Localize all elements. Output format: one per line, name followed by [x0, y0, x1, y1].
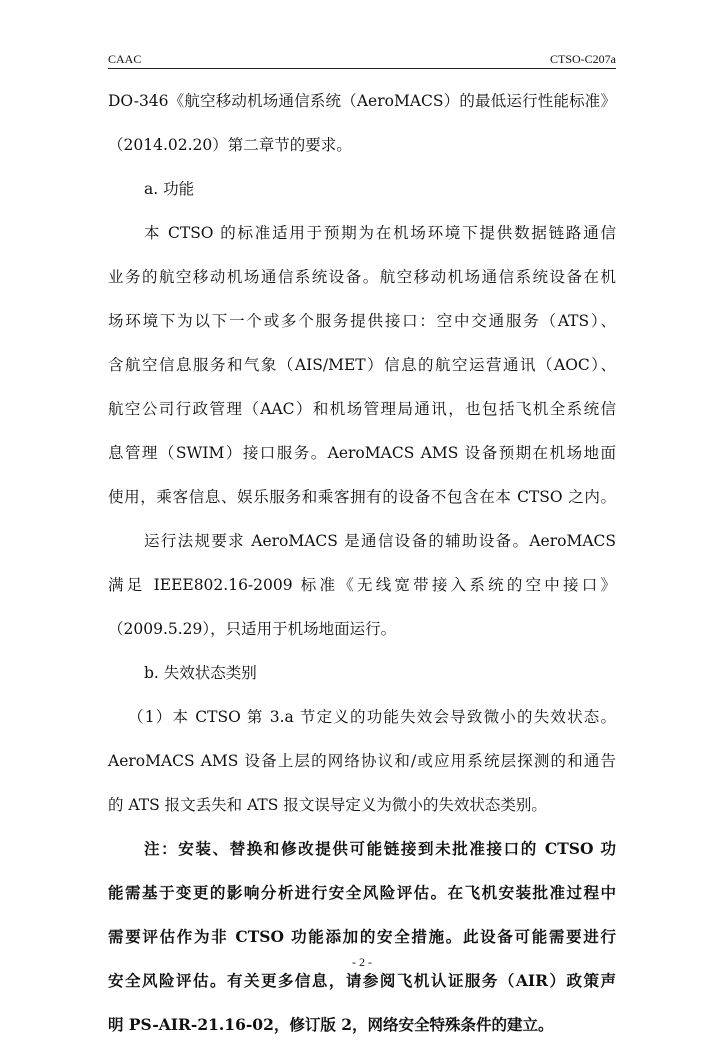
body-line: 航空公司行政管理（AAC）和机场管理局通讯，也包括飞机全系统信 [108, 400, 616, 418]
note-line: 需要评估作为非 CTSO 功能添加的安全措施。此设备可能需要进行 [108, 927, 616, 946]
note-line: 安全风险评估。有关更多信息，请参阅飞机认证服务（AIR）政策声 [108, 971, 616, 990]
body-line: （1）本 CTSO 第 3.a 节定义的功能失效会导致微小的失效状态。 [128, 708, 616, 726]
note-line: 明 PS-AIR-21.16-02，修订版 2，网络安全特殊条件的建立。 [108, 1015, 554, 1034]
note-line: 能需基于变更的影响分析进行安全风险评估。在飞机安装批准过程中 [108, 883, 616, 902]
header-rule [108, 68, 616, 69]
body-line: 的 ATS 报文丢失和 ATS 报文误导定义为微小的失效状态类别。 [108, 796, 547, 814]
body-line: DO-346《航空移动机场通信系统（AeroMACS）的最低运行性能标准》 [108, 92, 616, 110]
note-line: 注：安装、替换和修改提供可能链接到未批准接口的 CTSO 功 [144, 839, 616, 858]
body-line: 本 CTSO 的标准适用于预期为在机场环境下提供数据链路通信 [144, 224, 616, 242]
body-line: 运行法规要求 AeroMACS 是通信设备的辅助设备。AeroMACS [144, 532, 616, 550]
body-line: 息管理（SWIM）接口服务。AeroMACS AMS 设备预期在机场地面 [108, 444, 616, 462]
body-line: 满足 IEEE802.16-2009 标准《无线宽带接入系统的空中接口》 [108, 576, 616, 594]
body-line: AeroMACS AMS 设备上层的网络协议和/或应用系统层探测的和通告 [108, 752, 616, 770]
body-line: （2009.5.29），只适用于机场地面运行。 [108, 620, 397, 638]
header-doc-id: CTSO-C207a [550, 52, 616, 66]
page-number: - 2 - [352, 955, 372, 969]
section-heading-a: a. 功能 [144, 180, 195, 198]
header-org: CAAC [108, 52, 142, 66]
body-line: 场环境下为以下一个或多个服务提供接口：空中交通服务（ATS）、 [108, 312, 616, 330]
page-header [108, 50, 616, 66]
body-line: （2014.02.20）第二章节的要求。 [108, 136, 352, 154]
body-line: 使用，乘客信息、娱乐服务和乘客拥有的设备不包含在本 CTSO 之内。 [108, 488, 616, 506]
body-line: 业务的航空移动机场通信系统设备。航空移动机场通信系统设备在机 [108, 268, 616, 286]
body-line: 含航空信息服务和气象（AIS/MET）信息的航空运营通讯（AOC）、 [108, 356, 616, 374]
section-heading-b: b. 失效状态类别 [144, 664, 257, 682]
